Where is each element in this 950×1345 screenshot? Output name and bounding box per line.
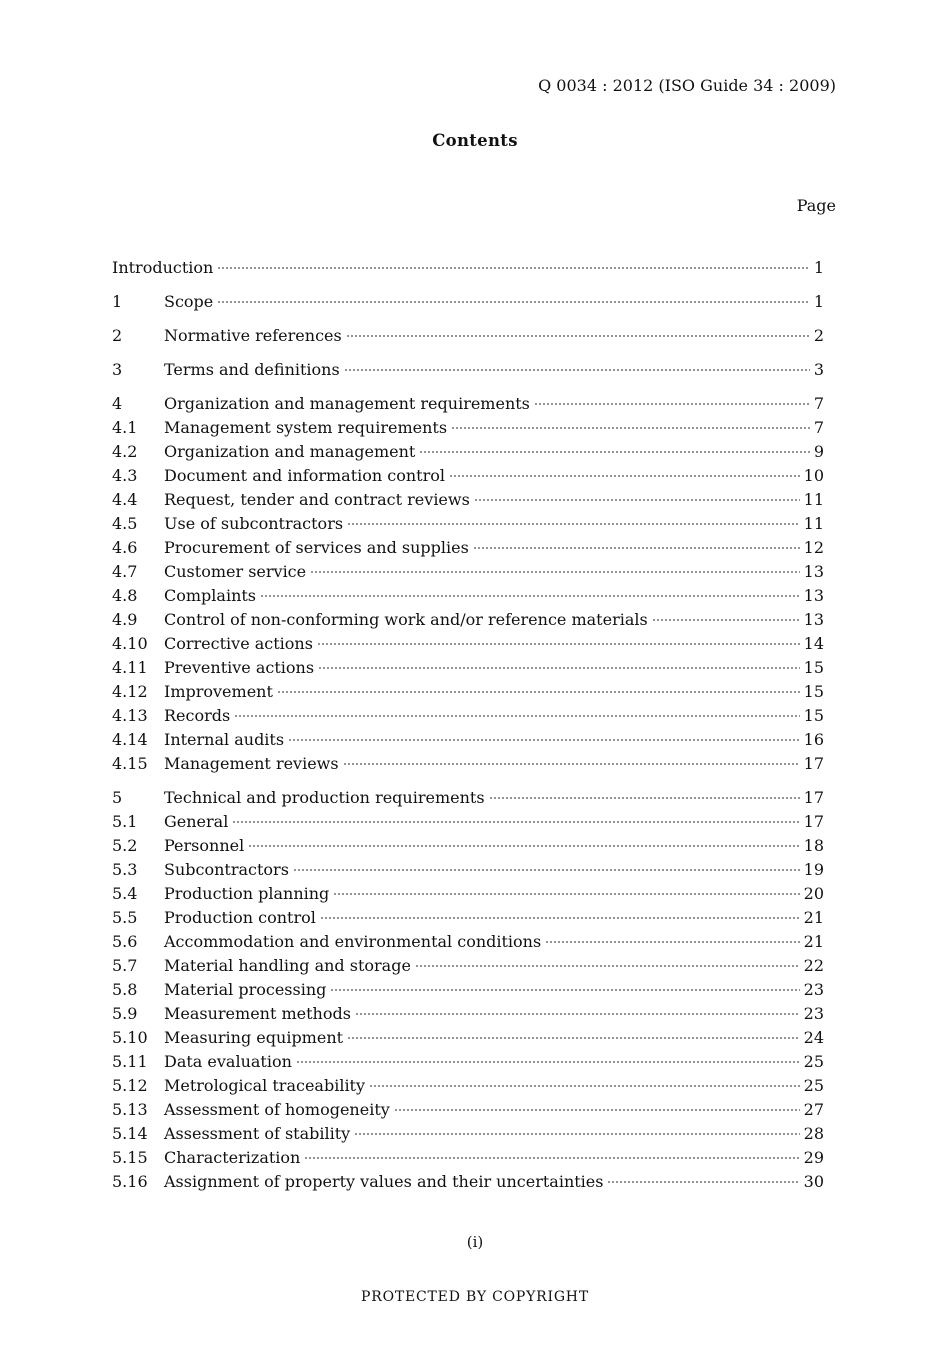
toc-entry[interactable] [112,730,824,754]
dot-leader [415,965,800,967]
dot-leader [534,403,810,405]
toc-entry[interactable] [112,562,824,586]
toc-entry-page: 20 [803,884,824,903]
toc-entry-page: 1 [813,292,824,311]
toc-entry-title: Improvement [164,682,273,701]
toc-entry-title: Organization and management requirements [164,394,530,413]
dot-leader [217,301,810,303]
dot-leader [318,667,800,669]
toc-entry[interactable] [112,326,824,350]
toc-entry-number: 5.1 [112,812,138,831]
toc-entry[interactable] [112,1148,824,1172]
toc-entry[interactable] [112,360,824,384]
dot-leader [343,763,800,765]
dot-leader [260,595,800,597]
toc-entry[interactable] [112,1052,824,1076]
toc-entry-number: 4.11 [112,658,148,677]
dot-leader [296,1061,800,1063]
toc-entry-title: Normative references [164,326,342,345]
toc-entry[interactable] [112,658,824,682]
toc-entry-page: 15 [803,658,824,677]
page-title: Contents [432,131,518,150]
toc-entry-title: Corrective actions [164,634,313,653]
toc-entry-title: Personnel [164,836,245,855]
toc-entry-page: 9 [813,442,824,461]
table-of-contents [112,258,824,1196]
toc-entry-title: Document and information control [164,466,445,485]
toc-entry-title: Customer service [164,562,307,581]
toc-entry-title: Technical and production requirements [164,788,485,807]
toc-entry[interactable] [112,418,824,442]
dot-leader [293,869,800,871]
toc-entry-number: 4.10 [112,634,148,653]
toc-entry-page: 24 [803,1028,824,1047]
toc-entry-title: Complaints [164,586,257,605]
toc-entry-page: 23 [803,980,824,999]
dot-leader [333,893,799,895]
toc-entry-page: 11 [803,514,824,533]
toc-entry-title: Use of subcontractors [164,514,344,533]
toc-entry-page: 1 [813,258,824,277]
toc-entry[interactable] [112,394,824,418]
toc-entry-page: 15 [803,682,824,701]
toc-entry-page: 21 [803,908,824,927]
toc-entry-number: 5.13 [112,1100,148,1119]
toc-entry-page: 12 [803,538,824,557]
dot-leader [394,1109,800,1111]
toc-entry[interactable] [112,908,824,932]
dot-leader [451,427,810,429]
toc-entry-number: 4.15 [112,754,148,773]
toc-entry[interactable] [112,538,824,562]
toc-entry-page: 15 [803,706,824,725]
toc-entry-page: 23 [803,1004,824,1023]
toc-entry-page: 25 [803,1076,824,1095]
toc-entry-title: Control of non-conforming work and/or reference materials [164,610,648,629]
toc-entry-page: 30 [803,1172,824,1191]
toc-entry-title: Management reviews [164,754,339,773]
toc-entry-title: Assignment of property values and their uncertainties [164,1172,604,1191]
toc-entry-page: 21 [803,932,824,951]
toc-entry-number: 5.15 [112,1148,148,1167]
toc-entry[interactable] [112,1100,824,1124]
toc-entry-number: 5 [112,788,123,807]
dot-leader [217,267,809,269]
toc-entry-title: Characterization [164,1148,301,1167]
dot-leader [320,917,800,919]
page-folio: (i) [466,1233,484,1251]
toc-entry-page: 11 [803,490,824,509]
toc-entry-page: 29 [803,1148,824,1167]
toc-entry[interactable] [112,586,824,610]
toc-entry-number: 3 [112,360,123,379]
toc-entry-number: 4.13 [112,706,148,725]
toc-entry-title: Preventive actions [164,658,315,677]
toc-entry-page: 17 [803,812,824,831]
toc-entry-title: Scope [164,292,214,311]
dot-leader [489,797,800,799]
toc-entry[interactable] [112,1172,824,1196]
page-column-label: Page [796,196,836,215]
toc-entry[interactable] [112,1004,824,1028]
toc-entry-number: 5.8 [112,980,138,999]
dot-leader [288,739,800,741]
dot-leader [277,691,800,693]
toc-entry[interactable] [112,860,824,884]
toc-entry-page: 18 [803,836,824,855]
dot-leader [317,643,800,645]
toc-entry-title: Material handling and storage [164,956,411,975]
dot-leader [369,1085,800,1087]
toc-entry-number: 4.5 [112,514,138,533]
toc-entry-page: 7 [813,394,824,413]
toc-entry-title: Material processing [164,980,327,999]
toc-entry[interactable] [112,788,824,812]
toc-entry-title: Management system requirements [164,418,448,437]
toc-entry-number: 4.7 [112,562,138,581]
toc-entry-title: Production planning [164,884,330,903]
toc-entry[interactable] [112,932,824,956]
toc-entry-page: 16 [803,730,824,749]
toc-entry-title: Assessment of stability [164,1124,351,1143]
toc-entry-page: 13 [803,610,824,629]
toc-entry[interactable] [112,812,824,836]
dot-leader [344,369,810,371]
toc-entry-number: 5.10 [112,1028,148,1047]
toc-entry-title: Metrological traceability [164,1076,366,1095]
toc-entry-number: 5.9 [112,1004,138,1023]
toc-entry-number: 2 [112,326,123,345]
toc-entry[interactable] [112,836,824,860]
toc-entry-number: 5.4 [112,884,138,903]
toc-entry[interactable] [112,1076,824,1100]
copyright-notice: PROTECTED BY COPYRIGHT [361,1289,589,1305]
toc-entry[interactable] [112,754,824,778]
toc-entry[interactable] [112,706,824,730]
toc-entry-number: 4.1 [112,418,138,437]
toc-entry-number: 4.2 [112,442,138,461]
toc-entry-title: Terms and definitions [164,360,340,379]
toc-entry-number: 5.14 [112,1124,148,1143]
toc-entry[interactable] [112,1028,824,1052]
toc-entry-title: Accommodation and environmental conditions [164,932,542,951]
toc-entry-number: 5.2 [112,836,138,855]
toc-entry-page: 2 [813,326,824,345]
toc-entry-title: Assessment of homogeneity [164,1100,390,1119]
dot-leader [232,821,799,823]
dot-leader [347,1037,800,1039]
toc-entry-number: 1 [112,292,123,311]
toc-entry-number: 4.8 [112,586,138,605]
toc-entry[interactable] [112,980,824,1004]
toc-entry-page: 27 [803,1100,824,1119]
toc-entry[interactable] [112,1124,824,1148]
toc-entry-title: Production control [164,908,316,927]
toc-entry-page: 17 [803,754,824,773]
toc-entry-number: 4.14 [112,730,148,749]
dot-leader [419,451,809,453]
toc-entry-number: 4.9 [112,610,138,629]
toc-entry-title: Procurement of services and supplies [164,538,469,557]
dot-leader [449,475,800,477]
toc-entry[interactable] [112,634,824,658]
toc-entry-page: 13 [803,586,824,605]
toc-entry-number: 5.7 [112,956,138,975]
toc-entry-page: 14 [803,634,824,653]
document-identifier: Q 0034 : 2012 (ISO Guide 34 : 2009) [538,76,836,95]
toc-entry[interactable] [112,610,824,634]
toc-entry[interactable] [112,682,824,706]
toc-entry-title: General [164,812,229,831]
toc-entry-number: 4.3 [112,466,138,485]
toc-entry-number: 4.6 [112,538,138,557]
dot-leader [310,571,800,573]
dot-leader [347,523,800,525]
toc-entry[interactable] [112,258,824,282]
toc-entry-number: 4 [112,394,123,413]
toc-entry-number: 5.11 [112,1052,148,1071]
toc-entry-number: 4.4 [112,490,138,509]
toc-entry-number: 5.5 [112,908,138,927]
toc-entry-page: 22 [803,956,824,975]
dot-leader [545,941,799,943]
dot-leader [607,1181,799,1183]
dot-leader [474,499,800,501]
toc-entry-title: Subcontractors [164,860,289,879]
toc-entry[interactable] [112,292,824,316]
dot-leader [304,1157,799,1159]
toc-entry-page: 3 [813,360,824,379]
toc-entry-page: 10 [803,466,824,485]
toc-entry[interactable] [112,466,824,490]
toc-entry-page: 28 [803,1124,824,1143]
dot-leader [330,989,799,991]
dot-leader [234,715,799,717]
toc-entry-title: Records [164,706,231,725]
toc-entry-title: Request, tender and contract reviews [164,490,470,509]
toc-entry-title: Data evaluation [164,1052,292,1071]
toc-entry-number: 4.12 [112,682,148,701]
toc-entry-page: 13 [803,562,824,581]
dot-leader [346,335,810,337]
toc-entry-number: 5.3 [112,860,138,879]
toc-entry-title: Measurement methods [164,1004,351,1023]
toc-entry-title: Organization and management [164,442,416,461]
toc-entry[interactable] [112,514,824,538]
dot-leader [248,845,799,847]
toc-entry-page: 7 [813,418,824,437]
toc-entry[interactable] [112,442,824,466]
toc-entry-number: 5.16 [112,1172,148,1191]
toc-entry[interactable] [112,490,824,514]
toc-entry-page: 19 [803,860,824,879]
toc-entry-number: 5.12 [112,1076,148,1095]
toc-entry-title: Introduction [112,258,214,277]
toc-entry-page: 17 [803,788,824,807]
toc-entry[interactable] [112,884,824,908]
toc-entry-number: 5.6 [112,932,138,951]
dot-leader [354,1133,799,1135]
toc-entry-page: 25 [803,1052,824,1071]
toc-entry-title: Internal audits [164,730,285,749]
dot-leader [355,1013,800,1015]
toc-entry[interactable] [112,956,824,980]
dot-leader [473,547,800,549]
dot-leader [652,619,800,621]
toc-entry-title: Measuring equipment [164,1028,344,1047]
